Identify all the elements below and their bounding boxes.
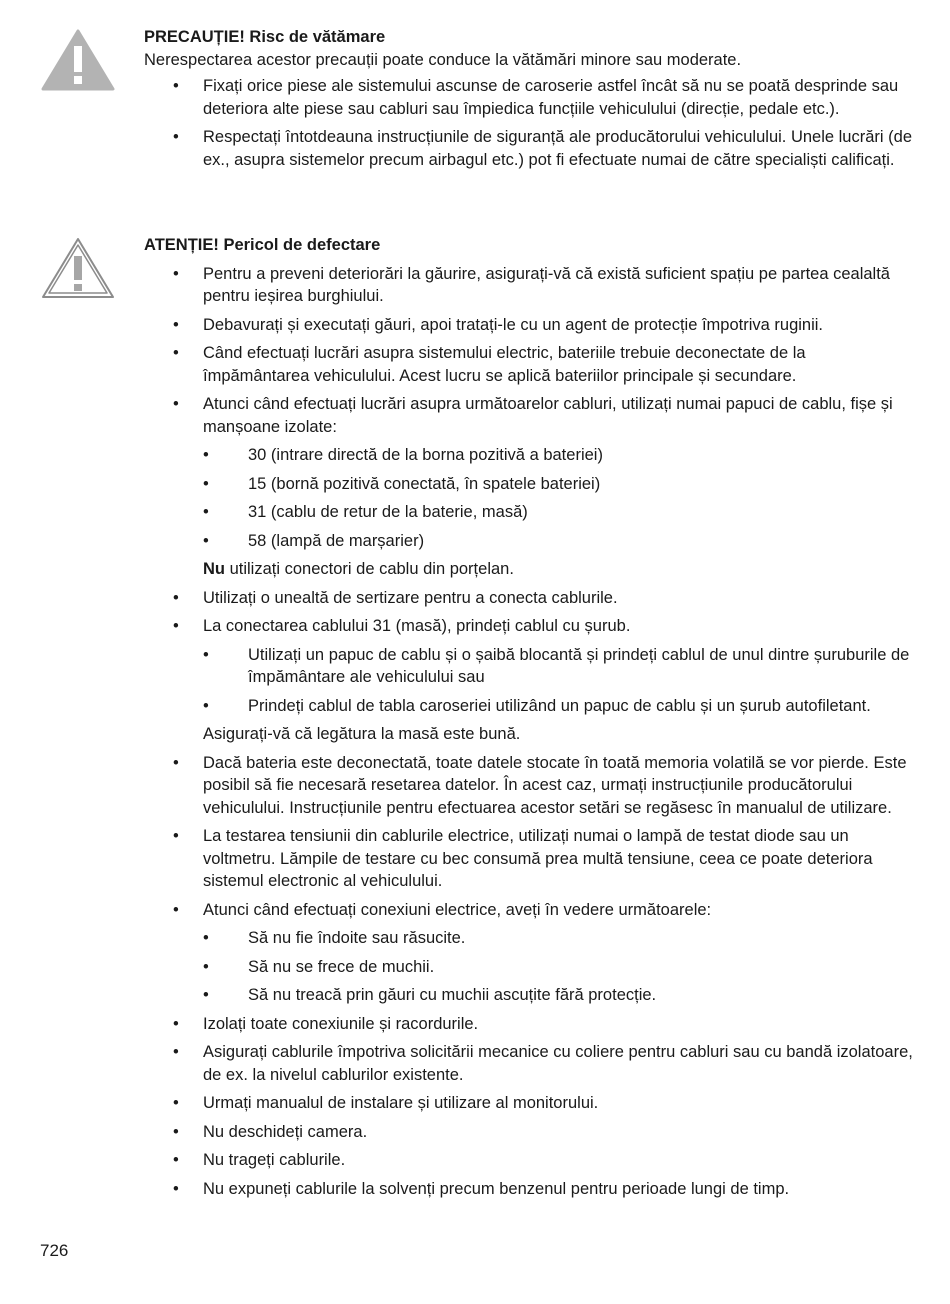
list-item-cables	[144, 393, 914, 581]
sub-list-item: • 30 (intrare directă de la borna pozitivă a bateriei)	[203, 444, 914, 467]
list-item-text: Atunci când efectuați lucrări asupra următoarelor cabluri, utilizați numai papuci de cablu, fișe și manșoane izolate:	[203, 395, 893, 436]
attention-heading: ATENȚIE! Pericol de defectare	[144, 236, 381, 254]
list-item: • Când efectuați lucrări asupra sistemului electric, bateriile trebuie deconectate de la împământarea vehiculului. Acest lucru se aplică bateriilor principale și secundare.	[144, 342, 914, 387]
list-item: • Urmați manualul de instalare și utilizare al monitorului.	[144, 1092, 914, 1115]
sub-list-item: • Prindeți cablul de tabla caroseriei utilizând un papuc de cablu și un șurub autofiletant.	[203, 695, 914, 718]
page-number: 726	[40, 1241, 69, 1260]
warning-triangle-outline-icon	[40, 236, 116, 300]
list-item: • Respectați întotdeauna instrucțiunile de siguranță ale producătorului vehiculului. Unele lucrări (de ex., asupra sistemelor precum airbagul etc.) pot fi efectuate numai de către specialiști calificați.	[144, 126, 914, 171]
list-item-ground	[144, 615, 914, 746]
attention-list	[144, 263, 914, 1201]
ground-sublist	[203, 644, 914, 718]
list-item: • Pentru a preveni deteriorări la găurire, asigurați-vă că există suficient spațiu pe partea cealaltă pentru ieșirea burghiului.	[144, 263, 914, 308]
cables-sublist	[203, 444, 914, 552]
list-item: • Asigurați cablurile împotriva solicitării mecanice cu coliere pentru cabluri sau cu bandă izolatoare, de ex. la nivelul cablurilor existente.	[144, 1041, 914, 1086]
list-item: • Nu trageți cablurile.	[144, 1149, 914, 1172]
list-item: • Utilizați o unealtă de sertizare pentru a conecta cablurile.	[144, 587, 914, 610]
precaution-section	[144, 26, 914, 177]
sub-list-item: • 31 (cablu de retur de la baterie, masă)	[203, 501, 914, 524]
list-item: • Debavurați și executați găuri, apoi tratați-le cu un agent de protecție împotriva ruginii.	[144, 314, 914, 337]
list-item: • Nu deschideți camera.	[144, 1121, 914, 1144]
sub-list-item: • Să nu fie îndoite sau răsucite.	[203, 927, 914, 950]
sub-list-item: • Utilizați un papuc de cablu și o șaibă blocantă și prindeți cablul de unul dintre șuruburile de împământare ale vehiculului sau	[203, 644, 914, 689]
connections-sublist	[203, 927, 914, 1007]
attention-section	[144, 234, 914, 1206]
warning-triangle-filled-icon	[40, 28, 116, 92]
list-item-text: Atunci când efectuați conexiuni electrice, aveți în vedere următoarele:	[203, 900, 712, 919]
list-item: • Izolați toate conexiunile și racordurile.	[144, 1013, 914, 1036]
cables-note-text: utilizați conectori de cablu din porțelan.	[225, 560, 514, 578]
ground-note: Asigurați-vă că legătura la masă este bună.	[203, 725, 521, 743]
list-item-connections	[144, 899, 914, 1007]
sub-list-item: • 15 (bornă pozitivă conectată, în spatele bateriei)	[203, 473, 914, 496]
sub-list-item: • Să nu treacă prin găuri cu muchii ascuțite fără protecție.	[203, 984, 914, 1007]
precaution-intro: Nerespectarea acestor precauții poate conduce la vătămări minore sau moderate.	[144, 50, 742, 69]
list-item: • Fixați orice piese ale sistemului ascunse de caroserie astfel încât să nu se poată desprinde sau deteriora alte piese sau cabluri sau împiedica funcțiile vehiculului (direcție, pedale etc.).	[144, 75, 914, 120]
precaution-list	[144, 75, 914, 171]
list-item-text: La conectarea cablului 31 (masă), prindeți cablul cu șurub.	[203, 617, 631, 635]
sub-list-item: • Să nu se frece de muchii.	[203, 956, 914, 979]
precaution-heading: PRECAUȚIE! Risc de vătămare	[144, 28, 386, 46]
list-item: • Dacă bateria este deconectată, toate datele stocate în toată memoria volatilă se vor pierde. Este posibil să fie necesară resetarea datelor. În acest caz, urmați instrucțiunile producătorului vehiculului. Instrucțiunile pentru efectuarea acestor setări se regăsesc în manualul de utilizare.	[144, 752, 914, 820]
sub-list-item: • 58 (lampă de marșarier)	[203, 530, 914, 553]
cables-note	[203, 558, 914, 581]
list-item: • La testarea tensiunii din cablurile electrice, utilizați numai o lampă de testat diode sau un voltmetru. Lămpile de testare cu bec consumă prea multă tensiune, ceea ce poate deteriora sistemul electronic al vehiculului.	[144, 825, 914, 893]
cables-note-bold: Nu	[203, 560, 225, 578]
list-item: • Nu expuneți cablurile la solvenți precum benzenul pentru perioade lungi de timp.	[144, 1178, 914, 1201]
